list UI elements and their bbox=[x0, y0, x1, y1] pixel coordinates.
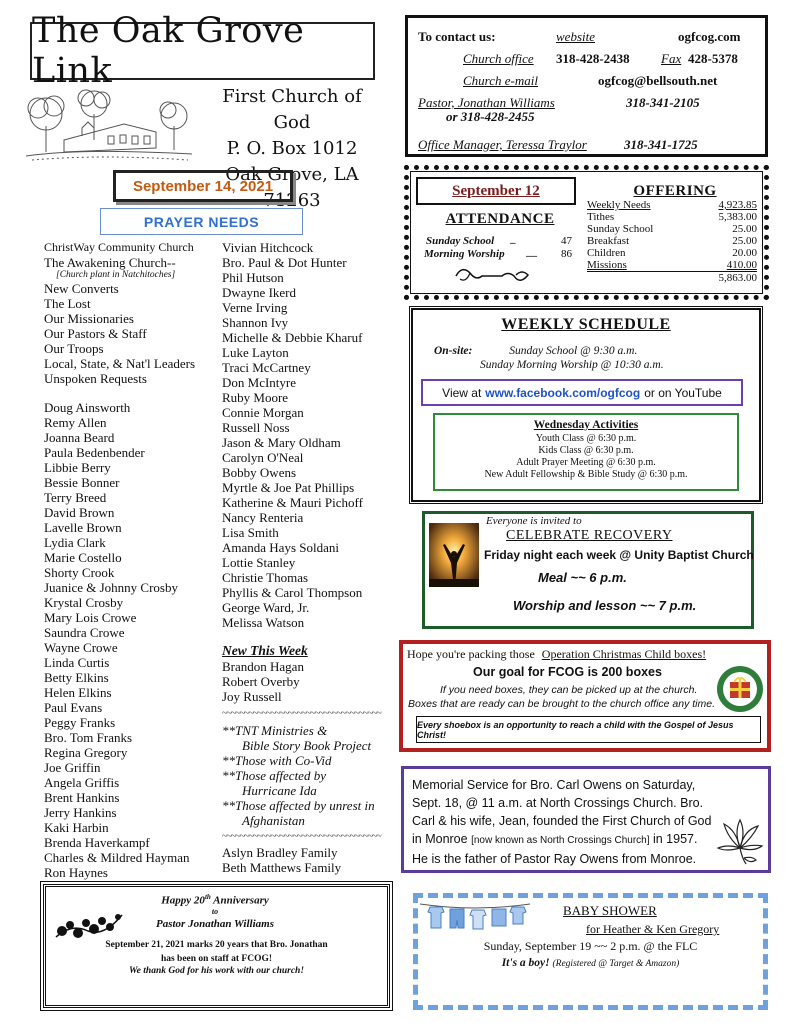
prayer-column-1 bbox=[44, 240, 222, 880]
occ-tagline: Every shoebox is an opportunity to reach a child with the Gospel of Jesus Christ! bbox=[416, 716, 761, 743]
prayer-name: Christie Thomas bbox=[222, 570, 309, 585]
offering-total: 5,863.00 bbox=[718, 272, 757, 284]
prayer-name: Verne Irving bbox=[222, 300, 288, 315]
prayer-name: Lottie Stanley bbox=[222, 555, 296, 570]
occ-intro: Hope you're packing those Operation Christmas Child boxes! bbox=[407, 647, 707, 661]
anniversary-pastor: Pastor Jonathan Williams bbox=[156, 918, 274, 930]
office-manager-label: Office Manager, Teressa Traylor bbox=[418, 137, 587, 152]
prayer-name: Peggy Franks bbox=[44, 715, 116, 730]
church-name: First Church of God bbox=[222, 86, 362, 133]
wednesday-item: New Adult Fellowship & Bible Study @ 6:30 p.m. bbox=[484, 469, 688, 480]
prayer-name: Helen Elkins bbox=[44, 685, 112, 700]
prayer-name: Betty Elkins bbox=[44, 670, 109, 685]
website-link[interactable]: ogfcog.com bbox=[678, 29, 741, 44]
pastor-phone: 318-341-2105 bbox=[626, 95, 700, 110]
prayer-name: Saundra Crowe bbox=[44, 625, 125, 640]
prayer-name: Bessie Bonner bbox=[44, 475, 120, 490]
prayer-name: Charles & Mildred Hayman bbox=[44, 850, 190, 865]
wednesday-item: Kids Class @ 6:30 p.m. bbox=[538, 445, 634, 456]
prayer-name: Luke Layton bbox=[222, 345, 289, 360]
recovery-title: CELEBRATE RECOVERY bbox=[506, 528, 673, 543]
recovery-meal: Meal ~~ 6 p.m. bbox=[538, 570, 627, 585]
occ-bring: Boxes that are ready can be brought to the church office any time. bbox=[408, 698, 716, 710]
prayer-name: Phil Hutson bbox=[222, 270, 284, 285]
prayer-name: Bro. Paul & Dot Hunter bbox=[222, 255, 347, 270]
prayer-name: Carolyn O'Neal bbox=[222, 450, 304, 465]
wednesday-item: Adult Prayer Meeting @ 6:30 p.m. bbox=[516, 457, 656, 468]
attendance-worship-value: 86 bbox=[561, 248, 572, 260]
prayer-names-list-2 bbox=[222, 240, 400, 630]
prayer-name: Bro. Tom Franks bbox=[44, 730, 133, 745]
recovery-invite: Everyone is invited to bbox=[486, 515, 582, 527]
prayer-name: Shannon Ivy bbox=[222, 315, 289, 330]
operation-christmas-child-logo bbox=[714, 664, 766, 714]
prayer-name: Phyllis & Carol Thompson bbox=[222, 585, 363, 600]
prayer-name: Dwayne Ikerd bbox=[222, 285, 296, 300]
special-request: **Those affected by unrest in bbox=[222, 798, 375, 813]
offering-row: Tithes 5,383.00 bbox=[587, 211, 757, 223]
new-name: Brandon Hagan bbox=[222, 659, 304, 674]
prayer-name: Lydia Clark bbox=[44, 535, 106, 550]
church-office-label: Church office bbox=[463, 51, 534, 66]
prayer-names-list-1 bbox=[44, 400, 222, 880]
sunday-school-time: Sunday School @ 9:30 a.m. bbox=[509, 345, 638, 357]
offering-title: OFFERING bbox=[633, 183, 717, 199]
prayer-name: Vivian Hitchcock bbox=[222, 240, 314, 255]
onsite-label: On-site: bbox=[434, 345, 473, 357]
prayer-name: Myrtle & Joe Pat Phillips bbox=[222, 480, 355, 495]
prayer-name: Lavelle Brown bbox=[44, 520, 122, 535]
new-name: Joy Russell bbox=[222, 689, 282, 704]
recovery-when: Friday night each week @ Unity Baptist Church bbox=[484, 548, 754, 562]
wavy-divider: ~~~~~~~~~~~~~~~~~~~~~~~~~~~~~~~~~~~~ bbox=[222, 832, 381, 842]
special-request: **Those with Co-Vid bbox=[222, 753, 332, 768]
occ-pickup: If you need boxes, they can be picked up at the church. bbox=[440, 684, 698, 696]
baby-shower-when: Sunday, September 19 ~~ 2 p.m. @ the FLC bbox=[483, 939, 698, 953]
special-request-cont: Hurricane Ida bbox=[242, 783, 317, 798]
prayer-name: Ron Haynes bbox=[44, 865, 108, 880]
prayer-name: Remy Allen bbox=[44, 415, 107, 430]
weekly-schedule-title: WEEKLY SCHEDULE bbox=[501, 316, 671, 333]
special-request-cont: Bible Story Book Project bbox=[242, 738, 372, 753]
prayer-item: Our Pastors & Staff bbox=[44, 326, 147, 341]
special-request-cont: Afghanistan bbox=[242, 813, 305, 828]
special-request: **TNT Ministries & bbox=[222, 723, 328, 738]
prayer-needs-title: PRAYER NEEDS bbox=[100, 208, 303, 235]
prayer-name: Juanice & Johnny Crosby bbox=[44, 580, 178, 595]
baby-shower-title: BABY SHOWER bbox=[563, 903, 657, 918]
prayer-item: Local, State, & Nat'l Leaders bbox=[44, 356, 196, 371]
offering-total-row bbox=[587, 271, 757, 284]
prayer-name: David Brown bbox=[44, 505, 115, 520]
church-sketch-image bbox=[24, 88, 194, 166]
email-address[interactable]: ogfcog@bellsouth.net bbox=[598, 73, 718, 88]
issue-date: September 14, 2021 bbox=[113, 170, 293, 202]
prayer-name: Terry Breed bbox=[44, 490, 107, 505]
offering-table bbox=[587, 199, 757, 284]
youtube-label: or on YouTube bbox=[644, 385, 722, 400]
prayer-name: Angela Griffis bbox=[44, 775, 120, 790]
prayer-name: Shorty Crook bbox=[44, 565, 115, 580]
prayer-name: Mary Lois Crowe bbox=[44, 610, 137, 625]
prayer-item: Unspoken Requests bbox=[44, 371, 147, 386]
prayer-name: Jerry Hankins bbox=[44, 805, 117, 820]
occ-goal: Our goal for FCOG is 200 boxes bbox=[473, 665, 662, 679]
prayer-item: The Lost bbox=[44, 296, 91, 311]
new-this-week-heading: New This Week bbox=[222, 643, 308, 658]
worship-time: Sunday Morning Worship @ 10:30 a.m. bbox=[480, 359, 664, 371]
occ-program-name: Operation Christmas Child boxes! bbox=[541, 647, 707, 661]
prayer-name: Don McIntyre bbox=[222, 375, 297, 390]
prayer-name: Nancy Renteria bbox=[222, 510, 304, 525]
prayer-name: Traci McCartney bbox=[222, 360, 311, 375]
offering-row: Children 20.00 bbox=[587, 247, 757, 259]
fax-label: Fax bbox=[661, 51, 682, 66]
prayer-name: Linda Curtis bbox=[44, 655, 110, 670]
prayer-column-2 bbox=[222, 240, 400, 875]
onsite-times bbox=[434, 344, 664, 372]
prayer-name: Kaki Harbin bbox=[44, 820, 109, 835]
prayer-name: Brent Hankins bbox=[44, 790, 120, 805]
po-box: P. O. Box 1012 bbox=[226, 138, 358, 159]
attendance-sunday-school-label: Sunday School bbox=[426, 235, 495, 247]
anniversary-to: to bbox=[211, 907, 219, 916]
anniversary-thanks: We thank God for his work with our church! bbox=[128, 966, 305, 976]
website-label: website bbox=[556, 29, 595, 44]
prayer-name: Katherine & Mauri Pichoff bbox=[222, 495, 363, 510]
family-name: Aslyn Bradley Family bbox=[222, 845, 338, 860]
view-at-label: View at bbox=[442, 385, 482, 400]
attendance-date: September 12 bbox=[416, 177, 576, 205]
prayer-name: Doug Ainsworth bbox=[44, 400, 131, 415]
facebook-link[interactable]: www.facebook.com/ogfcog bbox=[485, 385, 641, 400]
attendance-sunday-school-value: 47 bbox=[561, 235, 572, 247]
prayer-item-note: [Church plant in Natchitoches] bbox=[56, 270, 176, 280]
offering-row: Missions 410.00 bbox=[587, 259, 757, 271]
prayer-name: Jason & Mary Oldham bbox=[222, 435, 341, 450]
wednesday-item: Youth Class @ 6:30 p.m. bbox=[535, 433, 637, 444]
prayer-item: New Converts bbox=[44, 281, 119, 296]
pastor-label: Pastor, Jonathan Williams bbox=[418, 95, 555, 110]
new-name: Robert Overby bbox=[222, 674, 300, 689]
prayer-name: Marie Costello bbox=[44, 550, 122, 565]
pastor-phone-alt: or 318-428-2455 bbox=[446, 109, 535, 124]
prayer-name: Paul Evans bbox=[44, 700, 103, 715]
recovery-worship: Worship and lesson ~~ 7 p.m. bbox=[513, 598, 697, 613]
offering-row: Sunday School 25.00 bbox=[587, 223, 757, 235]
church-office-phone: 318-428-2438 bbox=[556, 51, 630, 66]
wednesday-activities-box bbox=[433, 413, 739, 491]
wavy-divider: ~~~~~~~~~~~~~~~~~~~~~~~~~~~~~~~~~~~~ bbox=[222, 709, 381, 719]
anniversary-heading: Happy 20th Anniversary bbox=[161, 893, 269, 907]
prayer-name: Connie Morgan bbox=[222, 405, 304, 420]
prayer-name: Russell Noss bbox=[222, 420, 290, 435]
prayer-name: Brenda Haverkampf bbox=[44, 835, 150, 850]
special-request: **Those affected by bbox=[222, 768, 326, 783]
memorial-note: [now known as North Crossings Church] bbox=[471, 835, 650, 846]
offering-row: Weekly Needs 4,923.85 bbox=[587, 199, 757, 211]
prayer-item: Our Missionaries bbox=[44, 311, 134, 326]
attendance-title: ATTENDANCE bbox=[445, 211, 555, 227]
email-label: Church e-mail bbox=[463, 73, 538, 88]
registry-info: (Registered @ Target & Amazon) bbox=[552, 959, 680, 969]
newsletter-title: The Oak Grove Link bbox=[30, 22, 375, 80]
prayer-name: Ruby Moore bbox=[222, 390, 289, 405]
prayer-name: Lisa Smith bbox=[222, 525, 279, 540]
prayer-name: George Ward, Jr. bbox=[222, 600, 310, 615]
prayer-item: The Awakening Church-- bbox=[44, 255, 176, 270]
prayer-name: Amanda Hays Soldani bbox=[222, 540, 339, 555]
baby-shower-note bbox=[413, 957, 768, 969]
prayer-name: Krystal Crosby bbox=[44, 595, 124, 610]
prayer-item: Our Troops bbox=[44, 341, 104, 356]
city-state-zip: Oak Grove, LA 71263 bbox=[225, 164, 359, 211]
online-viewing-box bbox=[421, 379, 743, 406]
fax-number: 428-5378 bbox=[688, 51, 738, 66]
contact-box bbox=[405, 15, 768, 157]
baby-shower-honorees: for Heather & Ken Gregory bbox=[586, 922, 720, 936]
prayer-name: Joe Griffin bbox=[44, 760, 101, 775]
prayer-name: Michelle & Debbie Kharuf bbox=[222, 330, 363, 345]
prayer-name: Regina Gregory bbox=[44, 745, 128, 760]
prayer-name: Melissa Watson bbox=[222, 615, 305, 630]
sunrise-worship-image bbox=[429, 523, 479, 587]
lily-flower-icon bbox=[714, 818, 766, 866]
family-name: Beth Matthews Family bbox=[222, 860, 342, 875]
office-manager-phone: 318-341-1725 bbox=[624, 137, 698, 152]
its-a-boy: It's a boy! bbox=[501, 957, 550, 969]
attendance-worship-label: Morning Worship bbox=[424, 248, 505, 260]
prayer-item: ChristWay Community Church bbox=[44, 240, 194, 254]
anniversary-details: September 21, 2021 marks 20 years that Bro. Jonathan has been on staff at FCOG! bbox=[105, 940, 328, 964]
memorial-text: Memorial Service for Bro. Carl Owens on Saturday, Sept. 18, @ 11 a.m. at North Crossings Church. Bro. Carl & his wife, Jean, founded the First Church of God in Monroe [now known as North Crossings Church] in 1957. He is the father of Pastor Ray Owens from Monroe. bbox=[412, 778, 712, 866]
prayer-name: Wayne Crowe bbox=[44, 640, 118, 655]
prayer-name: Libbie Berry bbox=[44, 460, 111, 475]
prayer-name: Bobby Owens bbox=[222, 465, 297, 480]
prayer-name: Joanna Beard bbox=[44, 430, 115, 445]
prayer-name: Paula Bedenbender bbox=[44, 445, 145, 460]
offering-row: Breakfast 25.00 bbox=[587, 235, 757, 247]
contact-label: To contact us: bbox=[418, 29, 496, 44]
flourish-icon bbox=[452, 263, 532, 289]
wednesday-title: Wednesday Activities bbox=[533, 419, 639, 431]
